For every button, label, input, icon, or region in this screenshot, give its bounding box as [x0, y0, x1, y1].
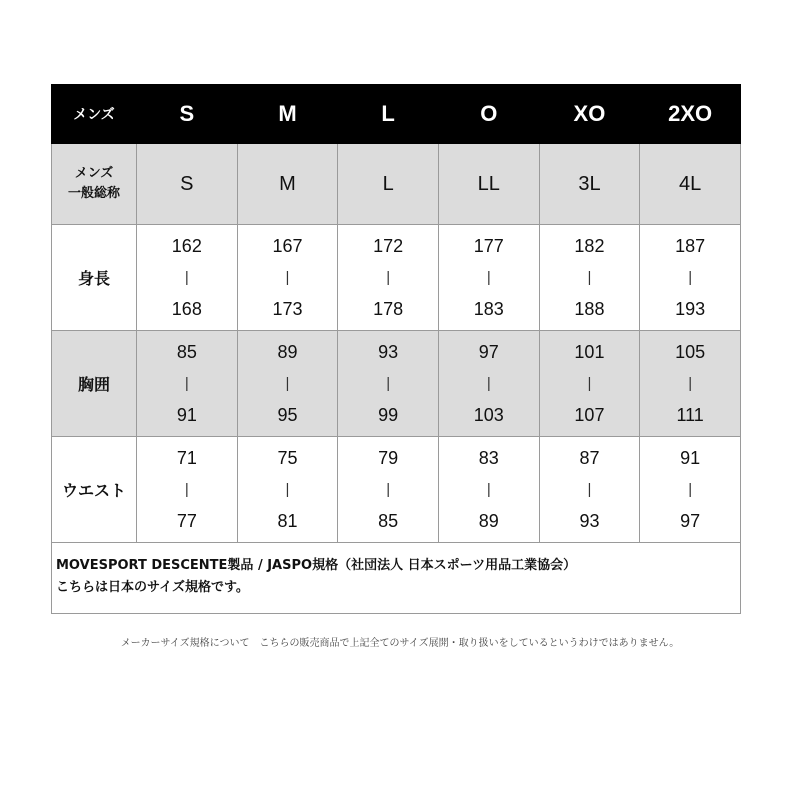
range-cell	[539, 225, 640, 331]
range-min: 71	[176, 447, 197, 468]
range-min: 87	[579, 447, 600, 468]
range-separator: |	[285, 480, 290, 498]
range-separator: |	[486, 374, 491, 392]
header-label: メンズ	[52, 85, 137, 144]
general-size-cell: 4L	[640, 144, 741, 225]
range-separator: |	[688, 268, 693, 286]
footer-disclaimer: メーカーサイズ規格について こちらの販売商品で上記全てのサイズ展開・取り扱いをしているというわけではありません。	[120, 638, 680, 649]
range-min: 182	[574, 235, 605, 256]
header-size-xo: XO	[539, 85, 640, 144]
header-size-o: O	[438, 85, 539, 144]
range-min: 93	[378, 341, 399, 362]
range-max: 91	[176, 404, 197, 425]
range-separator: |	[184, 374, 189, 392]
range-max: 188	[574, 298, 605, 319]
general-label-line2: 一般総称	[67, 186, 120, 201]
height-label: 身長	[52, 225, 137, 331]
range-max: 173	[272, 298, 303, 319]
range-cell	[640, 225, 741, 331]
range-max: 111	[676, 404, 704, 425]
range-cell	[237, 331, 338, 437]
range-separator: |	[688, 374, 693, 392]
range-min: 177	[473, 235, 504, 256]
range-cell	[237, 225, 338, 331]
range-max: 107	[574, 404, 605, 425]
general-label-line1: メンズ	[74, 166, 114, 181]
range-separator: |	[486, 480, 491, 498]
range-separator: |	[587, 480, 592, 498]
height-row	[52, 225, 741, 331]
range-max: 95	[277, 404, 298, 425]
range-cell	[338, 437, 439, 543]
range-max: 168	[171, 298, 202, 319]
header-size-2xo: 2XO	[640, 85, 741, 144]
range-max: 97	[680, 510, 701, 531]
range-cell	[237, 437, 338, 543]
range-min: 83	[478, 447, 499, 468]
range-min: 105	[675, 341, 706, 362]
range-min: 187	[675, 235, 706, 256]
range-separator: |	[184, 268, 189, 286]
range-cell	[438, 331, 539, 437]
range-separator: |	[587, 374, 592, 392]
range-separator: |	[184, 480, 189, 498]
range-min: 79	[378, 447, 399, 468]
range-cell	[539, 331, 640, 437]
general-size-label	[52, 144, 137, 225]
chest-row	[52, 331, 741, 437]
range-cell	[338, 225, 439, 331]
range-separator: |	[386, 268, 391, 286]
range-cell	[539, 437, 640, 543]
range-min: 91	[680, 447, 701, 468]
range-max: 93	[579, 510, 600, 531]
note-line-2: こちらは日本のサイズ規格です。	[56, 580, 249, 595]
range-max: 99	[378, 404, 399, 425]
range-separator: |	[386, 480, 391, 498]
range-max: 193	[675, 298, 706, 319]
waist-label: ウエスト	[52, 437, 137, 543]
general-size-cell: LL	[438, 144, 539, 225]
general-size-cell: M	[237, 144, 338, 225]
general-size-cell: S	[137, 144, 238, 225]
size-header-row	[52, 85, 741, 144]
header-size-l: L	[338, 85, 439, 144]
range-min: 167	[272, 235, 303, 256]
range-max: 89	[478, 510, 499, 531]
range-min: 85	[176, 341, 197, 362]
range-min: 162	[171, 235, 202, 256]
range-max: 85	[378, 510, 399, 531]
range-max: 81	[277, 510, 298, 531]
size-chart-table	[51, 84, 741, 543]
range-min: 101	[574, 341, 605, 362]
range-cell	[640, 331, 741, 437]
range-min: 97	[478, 341, 499, 362]
general-size-cell: 3L	[539, 144, 640, 225]
header-size-s: S	[137, 85, 238, 144]
range-min: 75	[277, 447, 298, 468]
range-max: 77	[176, 510, 197, 531]
general-size-row	[52, 144, 741, 225]
range-separator: |	[386, 374, 391, 392]
range-max: 183	[473, 298, 504, 319]
range-separator: |	[587, 268, 592, 286]
general-size-cell: L	[338, 144, 439, 225]
range-max: 103	[473, 404, 504, 425]
range-cell	[137, 225, 238, 331]
header-size-m: M	[237, 85, 338, 144]
range-min: 89	[277, 341, 298, 362]
range-separator: |	[688, 480, 693, 498]
range-cell	[137, 331, 238, 437]
chest-label: 胸囲	[52, 331, 137, 437]
size-standard-note	[51, 540, 741, 614]
range-max: 178	[373, 298, 404, 319]
waist-row	[52, 437, 741, 543]
range-cell	[338, 331, 439, 437]
range-cell	[137, 437, 238, 543]
range-cell	[640, 437, 741, 543]
range-min: 172	[373, 235, 404, 256]
range-separator: |	[285, 268, 290, 286]
note-line-1: MOVESPORT DESCENTE製品 / JASPO規格（社団法人 日本スポーツ用品工業協会）	[56, 558, 577, 573]
range-separator: |	[486, 268, 491, 286]
range-cell	[438, 437, 539, 543]
range-separator: |	[285, 374, 290, 392]
range-cell	[438, 225, 539, 331]
